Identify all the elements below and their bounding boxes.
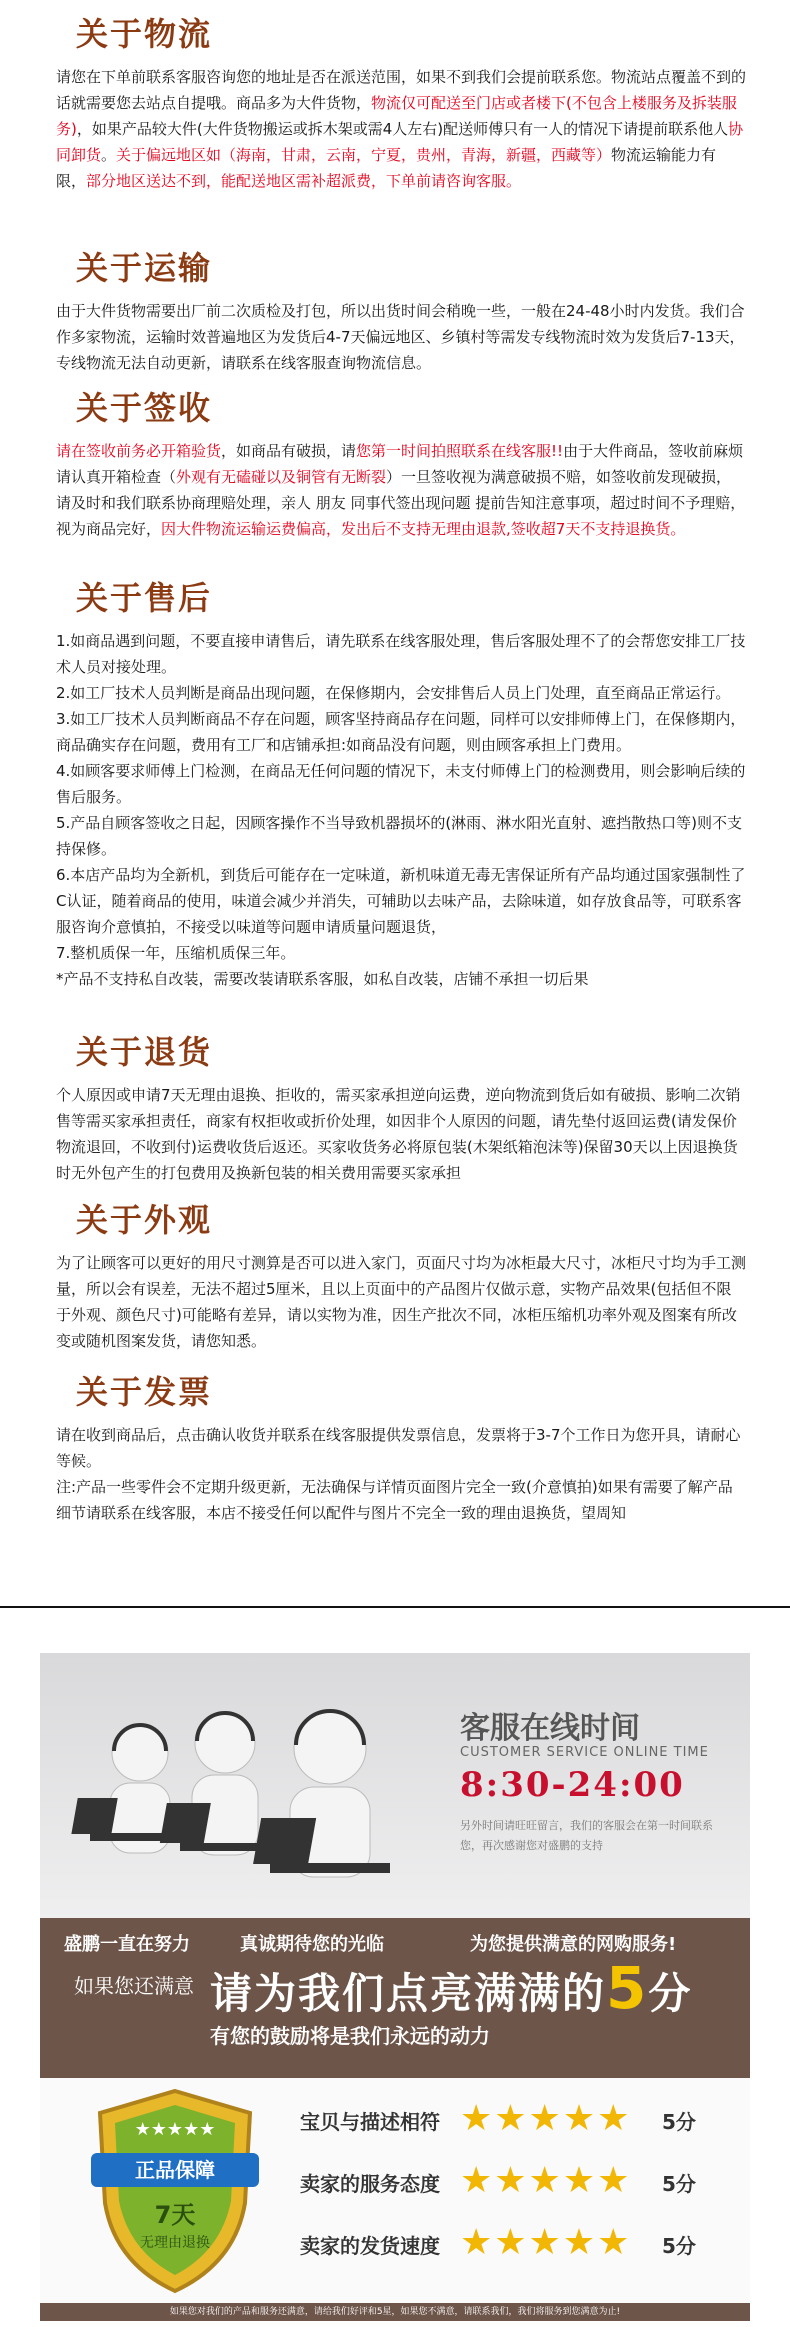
returns-section	[56, 1032, 746, 1186]
aftersales-item: 1.如商品遇到问题，不要直接申请售后，请先联系在线客服处理，售后客服处理不了的会帮您安排工厂技术人员对接处理。	[56, 632, 746, 676]
logistics-title: 关于物流	[76, 15, 213, 53]
slogan-3: 为您提供满意的网购服务!	[470, 1934, 677, 1955]
genuine-guarantee-badge	[85, 2083, 265, 2298]
divider	[0, 1606, 790, 1608]
signing-title: 关于签收	[76, 389, 213, 427]
slogan-2: 真诚期待您的光临	[240, 1934, 384, 1955]
aftersales-item: 6.本店产品均为全新机，到货后可能存在一定味道，新机味道无毒无害保证所有产品均通过国家强制性了C认证，随着商品的使用，味道会减少并消失，可辅助以去味产品，去除味道，如存放食品等，可联系客服咨询介意慎拍，不接受以味道等问题申请质量问题退货，	[56, 866, 746, 936]
aftersales-item: 3.如工厂技术人员判断商品不存在问题，顾客坚持商品存在问题，同样可以安排师傅上门，在保修期内，商品确实存在问题，费用有工厂和店铺承担:如商品没有问题，则由顾客承担上门费用。	[56, 710, 746, 754]
aftersales-title: 关于售后	[76, 579, 213, 617]
rating-score: 5分	[662, 2172, 696, 2196]
logistics-section	[56, 14, 746, 194]
cs-subtitle: CUSTOMER SERVICE ONLINE TIME	[460, 1745, 709, 1760]
rating-score: 5分	[662, 2234, 696, 2258]
logistics-text: 请您在下单前联系客服咨询您的地址是否在派送范围，如果不到我们会提前联系您。物流站点覆盖不到的话就需要您去站点自提哦。商品多为大件货物，物流仅可配送至门店或者楼下(不包含上楼服务及拆装服务)，如果产品较大件(大件货物搬运或拆木架或需4人左右)配送师傅只有一人的情况下请提前联系他人协同卸货。关于偏远地区如（海南，甘肃，云南，宁夏，贵州，青海，新疆，西藏等）物流运输能力有限，部分地区送达不到，能配送地区需补超派费，下单前请咨询客服。	[56, 68, 747, 190]
customer-service-agents-illustration	[70, 1683, 440, 1913]
appeal-main: 请为我们点亮满满的5分	[210, 1954, 693, 2022]
invoice-note: 注:产品一些零件会不定期升级更新，无法确保与详情页面图片完全一致(介意慎拍)如果有需要了解产品细节请联系在线客服，本店不接受任何以配件与图片不完全一致的理由退换货，望周知	[56, 1478, 733, 1522]
rating-label: 宝贝与描述相符	[300, 2110, 440, 2134]
aftersales-section	[56, 578, 746, 992]
rating-row	[300, 2222, 720, 2266]
rating-label: 卖家的服务态度	[300, 2172, 440, 2196]
badge-sub: 无理由退换	[140, 2235, 210, 2251]
appearance-title: 关于外观	[76, 1201, 213, 1239]
signing-text: 请在签收前务必开箱验货，如商品有破损，请您第一时间拍照联系在线客服!!由于大件商品，签收前麻烦请认真开箱检查（外观有无磕碰以及铜管有无断裂）一旦签收视为满意破损不赔，如签收前发现破损，请及时和我们联系协商理赔处理，亲人 朋友 同事代签出现问题 提前告知注意事项，超过时间不予理赔，视为商品完好，因大件物流运输运费偏高，发出后不支持无理由退款,签收超7天不支持退换货。	[56, 442, 746, 538]
star-icons: ★★★★★	[460, 2160, 632, 2201]
invoice-title: 关于发票	[76, 1373, 213, 1411]
signing-section	[56, 388, 746, 542]
invoice-text: 请在收到商品后，点击确认收货并联系在线客服提供发票信息，发票将于3-7个工作日为您开具，请耐心等候。	[56, 1426, 741, 1470]
appeal-sub: 有您的鼓励将是我们永远的动力	[210, 2024, 490, 2048]
aftersales-item: 2.如工厂技术人员判断是商品出现问题，在保修期内，会安排售后人员上门处理，直至商品正常运行。	[56, 684, 731, 702]
shipping-section	[56, 248, 746, 376]
shipping-text: 由于大件货物需要出厂前二次质检及打包，所以出货时间会稍晚一些，一般在24-48小时内发货。我们合作多家物流，运输时效普遍地区为发货后4-7天偏远地区、乡镇村等需发专线物流时效为发货后7-13天，专线物流无法自动更新，请联系在线客服查询物流信息。	[56, 302, 745, 372]
svg-text:★★★★★: ★★★★★	[134, 2119, 216, 2140]
badge-days: 7天	[154, 2201, 196, 2229]
appearance-text: 为了让顾客可以更好的用尺寸测算是否可以进入家门，页面尺寸均为冰柜最大尺寸，冰柜尺寸均为手工测量，所以会有误差，无法不超过5厘米，且以上页面中的产品图片仅做示意，实物产品效果(包括但不限于外观、颜色尺寸)可能略有差异，请以实物为准，因生产批次不同，冰柜压缩机功率外观及图案有所改变或随机图案发货，请您知悉。	[56, 1254, 747, 1350]
cs-note: 另外时间请旺旺留言，我们的客服会在第一时间联系	[460, 1819, 713, 1832]
appearance-section	[56, 1200, 746, 1354]
ratings-panel	[40, 2078, 750, 2303]
rating-row	[300, 2160, 720, 2204]
service-banner	[40, 1653, 750, 2321]
customer-service-area	[40, 1653, 750, 1918]
invoice-section	[56, 1372, 746, 1526]
cs-hours: 8:30-24:00	[460, 1765, 685, 1805]
rating-score: 5分	[662, 2110, 696, 2134]
rating-label: 卖家的发货速度	[300, 2234, 440, 2258]
slogan-1: 盛鹏一直在努力	[64, 1934, 190, 1955]
cs-title: 客服在线时间	[460, 1711, 640, 1746]
aftersales-item: 4.如顾客要求师傅上门检测，在商品无任何问题的情况下，未支付师傅上门的检测费用，则会影响后续的售后服务。	[56, 762, 746, 806]
returns-title: 关于退货	[76, 1033, 213, 1071]
shipping-title: 关于运输	[76, 249, 213, 287]
aftersales-item: 7.整机质保一年，压缩机质保三年。	[56, 944, 296, 962]
star-icons: ★★★★★	[460, 2222, 632, 2263]
star-icons: ★★★★★	[460, 2098, 632, 2139]
rating-appeal	[40, 1918, 750, 2078]
appeal-prefix: 如果您还满意	[74, 1974, 194, 1998]
aftersales-item: 5.产品自顾客签收之日起，因顾客操作不当导致机器损坏的(淋雨、淋水阳光直射、遮挡散热口等)则不支持保修。	[56, 814, 743, 858]
returns-text: 个人原因或申请7天无理由退换、拒收的，需买家承担逆向运费，逆向物流到货后如有破损、影响二次销售等需买家承担责任，商家有权拒收或折价处理，如因非个人原因的问题，请先垫付返回运费(请发保价物流退回，不收到付)运费收货后返还。买家收货务必将原包装(木架纸箱泡沫等)保留30天以上因退换货时无外包产生的打包费用及换新包装的相关费用需要买家承担	[56, 1086, 741, 1182]
banner-footer: 如果您对我们的产品和服务还满意，请给我们好评和5星，如果您不满意，请联系我们，我们将服务到您满意为止!	[40, 2303, 750, 2321]
aftersales-item: *产品不支持私自改装，需要改装请联系客服，如私自改装，店铺不承担一切后果	[56, 970, 589, 988]
badge-title: 正品保障	[135, 2158, 215, 2182]
cs-note: 您，再次感谢您对盛鹏的支持	[460, 1839, 603, 1852]
rating-row	[300, 2098, 720, 2142]
